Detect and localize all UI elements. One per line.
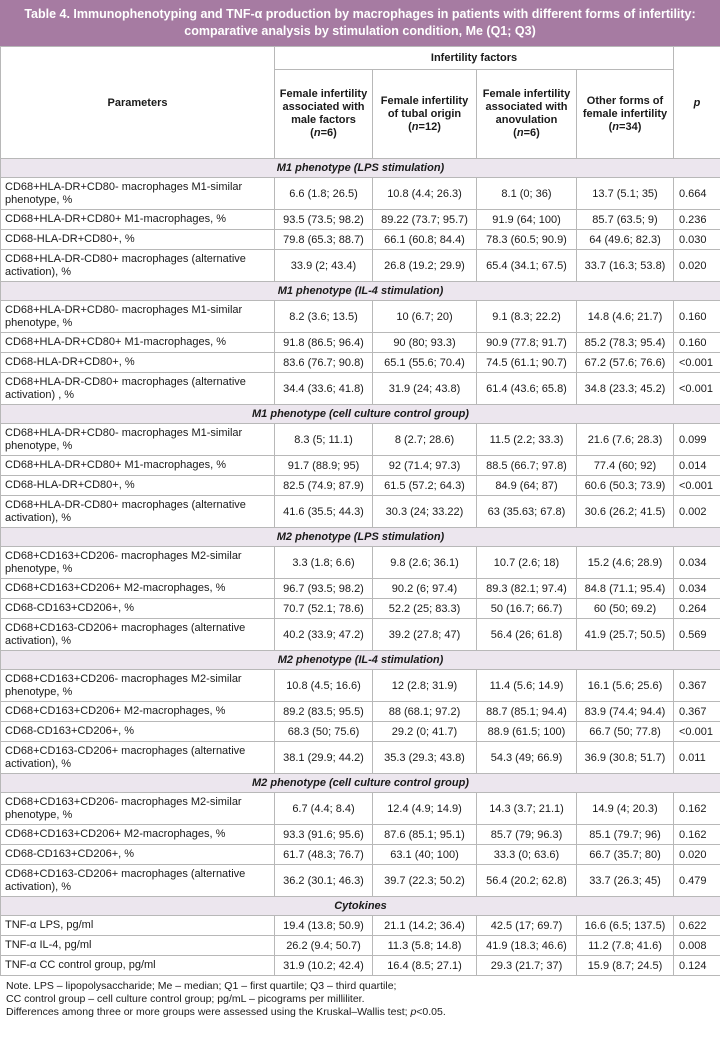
p-value-cell: 0.099	[674, 424, 720, 456]
value-cell: 65.1 (55.6; 70.4)	[373, 353, 477, 373]
p-value-cell: 0.034	[674, 579, 720, 599]
value-cell: 39.7 (22.3; 50.2)	[373, 865, 477, 897]
table-row	[1, 702, 720, 722]
section-header-row	[1, 405, 720, 424]
value-cell: 88.9 (61.5; 100)	[477, 722, 577, 742]
parameter-cell: TNF-α LPS, pg/ml	[1, 916, 275, 936]
value-cell: 54.3 (49; 66.9)	[477, 742, 577, 774]
p-value-cell: <0.001	[674, 353, 720, 373]
value-cell: 16.1 (5.6; 25.6)	[577, 670, 674, 702]
value-cell: 35.3 (29.3; 43.8)	[373, 742, 477, 774]
value-cell: 6.7 (4.4; 8.4)	[275, 793, 373, 825]
value-cell: 29.2 (0; 41.7)	[373, 722, 477, 742]
p-value-cell: 0.020	[674, 845, 720, 865]
parameter-cell: TNF-α IL-4, pg/ml	[1, 936, 275, 956]
value-cell: 40.2 (33.9; 47.2)	[275, 619, 373, 651]
parameter-cell: CD68+HLA-DR+CD80+ M1-macrophages, %	[1, 456, 275, 476]
table-row	[1, 916, 720, 936]
value-cell: 31.9 (10.2; 42.4)	[275, 956, 373, 976]
value-cell: 9.8 (2.6; 36.1)	[373, 547, 477, 579]
value-cell: 84.9 (64; 87)	[477, 476, 577, 496]
value-cell: 10.8 (4.4; 26.3)	[373, 178, 477, 210]
p-value-cell: 0.160	[674, 301, 720, 333]
value-cell: 66.7 (50; 77.8)	[577, 722, 674, 742]
value-cell: 3.3 (1.8; 6.6)	[275, 547, 373, 579]
p-value-cell: <0.001	[674, 373, 720, 405]
p-value-cell: <0.001	[674, 476, 720, 496]
group-header-3: Female infertility associated with anovulation (n=6)	[477, 70, 577, 159]
table-row	[1, 936, 720, 956]
value-cell: 89.22 (73.7; 95.7)	[373, 210, 477, 230]
section-header-row	[1, 159, 720, 178]
value-cell: 41.9 (25.7; 50.5)	[577, 619, 674, 651]
value-cell: 90 (80; 93.3)	[373, 333, 477, 353]
value-cell: 67.2 (57.6; 76.6)	[577, 353, 674, 373]
section-title: M2 phenotype (LPS stimulation)	[1, 528, 720, 547]
table-row	[1, 178, 720, 210]
p-value-cell: 0.236	[674, 210, 720, 230]
p-value-cell: 0.367	[674, 670, 720, 702]
table-row	[1, 250, 720, 282]
value-cell: 15.2 (4.6; 28.9)	[577, 547, 674, 579]
value-cell: 66.7 (35.7; 80)	[577, 845, 674, 865]
parameter-cell: CD68-CD163+CD206+, %	[1, 845, 275, 865]
section-title: M2 phenotype (cell culture control group)	[1, 774, 720, 793]
p-value-cell: 0.014	[674, 456, 720, 476]
value-cell: 15.9 (8.7; 24.5)	[577, 956, 674, 976]
group-header-4: Other forms of female infertility (n=34)	[577, 70, 674, 159]
parameter-cell: CD68+HLA-DR+CD80+ M1-macrophages, %	[1, 210, 275, 230]
p-value-cell: 0.160	[674, 333, 720, 353]
value-cell: 21.6 (7.6; 28.3)	[577, 424, 674, 456]
value-cell: 9.1 (8.3; 22.2)	[477, 301, 577, 333]
note-line-2: CC control group – cell culture control group; pg/mL – picograms per milliliter.	[6, 993, 365, 1005]
value-cell: 93.5 (73.5; 98.2)	[275, 210, 373, 230]
value-cell: 11.5 (2.2; 33.3)	[477, 424, 577, 456]
parameter-cell: CD68+CD163+CD206+ M2-macrophages, %	[1, 579, 275, 599]
value-cell: 89.2 (83.5; 95.5)	[275, 702, 373, 722]
value-cell: 36.2 (30.1; 46.3)	[275, 865, 373, 897]
value-cell: 26.2 (9.4; 50.7)	[275, 936, 373, 956]
parameter-cell: CD68+CD163+CD206- macrophages M2-similar phenotype, %	[1, 793, 275, 825]
p-value-cell: 0.011	[674, 742, 720, 774]
value-cell: 82.5 (74.9; 87.9)	[275, 476, 373, 496]
parameter-cell: CD68+HLA-DR+CD80- macrophages M1-similar phenotype, %	[1, 424, 275, 456]
value-cell: 26.8 (19.2; 29.9)	[373, 250, 477, 282]
results-table	[0, 46, 720, 976]
value-cell: 14.8 (4.6; 21.7)	[577, 301, 674, 333]
parameter-cell: CD68+CD163-CD206+ macrophages (alternative activation), %	[1, 865, 275, 897]
table-row	[1, 599, 720, 619]
p-value-cell: 0.264	[674, 599, 720, 619]
section-header-row	[1, 282, 720, 301]
value-cell: 13.7 (5.1; 35)	[577, 178, 674, 210]
section-title: M1 phenotype (cell culture control group)	[1, 405, 720, 424]
p-value-cell: <0.001	[674, 722, 720, 742]
value-cell: 56.4 (20.2; 62.8)	[477, 865, 577, 897]
p-value-cell: 0.124	[674, 956, 720, 976]
value-cell: 38.1 (29.9; 44.2)	[275, 742, 373, 774]
value-cell: 16.4 (8.5; 27.1)	[373, 956, 477, 976]
value-cell: 21.1 (14.2; 36.4)	[373, 916, 477, 936]
section-header-row	[1, 528, 720, 547]
value-cell: 14.3 (3.7; 21.1)	[477, 793, 577, 825]
section-title: M2 phenotype (IL-4 stimulation)	[1, 651, 720, 670]
table-row	[1, 865, 720, 897]
value-cell: 65.4 (34.1; 67.5)	[477, 250, 577, 282]
value-cell: 61.7 (48.3; 76.7)	[275, 845, 373, 865]
table-row	[1, 373, 720, 405]
value-cell: 85.7 (63.5; 9)	[577, 210, 674, 230]
table-row	[1, 619, 720, 651]
value-cell: 29.3 (21.7; 37)	[477, 956, 577, 976]
table-row	[1, 579, 720, 599]
value-cell: 33.3 (0; 63.6)	[477, 845, 577, 865]
parameter-cell: CD68-HLA-DR+CD80+, %	[1, 476, 275, 496]
note-line-1: Note. LPS – lipopolysaccharide; Me – median; Q1 – first quartile; Q3 – third quartile;	[6, 980, 397, 992]
parameters-header: Parameters	[1, 47, 275, 159]
value-cell: 93.3 (91.6; 95.6)	[275, 825, 373, 845]
parameter-cell: CD68+CD163+CD206- macrophages M2-similar phenotype, %	[1, 547, 275, 579]
value-cell: 42.5 (17; 69.7)	[477, 916, 577, 936]
table-row	[1, 476, 720, 496]
table-row	[1, 210, 720, 230]
value-cell: 36.9 (30.8; 51.7)	[577, 742, 674, 774]
parameter-cell: CD68+HLA-DR+CD80- macrophages M1-similar phenotype, %	[1, 178, 275, 210]
value-cell: 11.3 (5.8; 14.8)	[373, 936, 477, 956]
table-row	[1, 333, 720, 353]
table-row	[1, 742, 720, 774]
value-cell: 88 (68.1; 97.2)	[373, 702, 477, 722]
value-cell: 90.2 (6; 97.4)	[373, 579, 477, 599]
group-header-2: Female infertility of tubal origin (n=12)	[373, 70, 477, 159]
value-cell: 30.6 (26.2; 41.5)	[577, 496, 674, 528]
section-header-row	[1, 774, 720, 793]
value-cell: 12 (2.8; 31.9)	[373, 670, 477, 702]
value-cell: 96.7 (93.5; 98.2)	[275, 579, 373, 599]
value-cell: 84.8 (71.1; 95.4)	[577, 579, 674, 599]
section-header-row	[1, 651, 720, 670]
table-row	[1, 845, 720, 865]
value-cell: 60 (50; 69.2)	[577, 599, 674, 619]
value-cell: 34.4 (33.6; 41.8)	[275, 373, 373, 405]
value-cell: 34.8 (23.3; 45.2)	[577, 373, 674, 405]
p-value-cell: 0.162	[674, 793, 720, 825]
value-cell: 90.9 (77.8; 91.7)	[477, 333, 577, 353]
value-cell: 14.9 (4; 20.3)	[577, 793, 674, 825]
table-row	[1, 353, 720, 373]
value-cell: 39.2 (27.8; 47)	[373, 619, 477, 651]
value-cell: 92 (71.4; 97.3)	[373, 456, 477, 476]
value-cell: 70.7 (52.1; 78.6)	[275, 599, 373, 619]
p-value-cell: 0.664	[674, 178, 720, 210]
value-cell: 87.6 (85.1; 95.1)	[373, 825, 477, 845]
table-row	[1, 456, 720, 476]
table-row	[1, 424, 720, 456]
p-value-cell: 0.162	[674, 825, 720, 845]
value-cell: 8 (2.7; 28.6)	[373, 424, 477, 456]
table-row	[1, 670, 720, 702]
value-cell: 33.9 (2; 43.4)	[275, 250, 373, 282]
value-cell: 78.3 (60.5; 90.9)	[477, 230, 577, 250]
table-note	[0, 976, 720, 1023]
value-cell: 8.3 (5; 11.1)	[275, 424, 373, 456]
value-cell: 11.4 (5.6; 14.9)	[477, 670, 577, 702]
value-cell: 88.5 (66.7; 97.8)	[477, 456, 577, 476]
p-value-cell: 0.030	[674, 230, 720, 250]
table-row	[1, 825, 720, 845]
table-row	[1, 547, 720, 579]
value-cell: 33.7 (26.3; 45)	[577, 865, 674, 897]
value-cell: 83.6 (76.7; 90.8)	[275, 353, 373, 373]
section-header-row	[1, 897, 720, 916]
value-cell: 30.3 (24; 33.22)	[373, 496, 477, 528]
table-row	[1, 301, 720, 333]
value-cell: 16.6 (6.5; 137.5)	[577, 916, 674, 936]
value-cell: 66.1 (60.8; 84.4)	[373, 230, 477, 250]
parameter-cell: CD68+HLA-DR-CD80+ macrophages (alternative activation), %	[1, 496, 275, 528]
value-cell: 85.7 (79; 96.3)	[477, 825, 577, 845]
value-cell: 74.5 (61.1; 90.7)	[477, 353, 577, 373]
value-cell: 89.3 (82.1; 97.4)	[477, 579, 577, 599]
p-value-cell: 0.622	[674, 916, 720, 936]
table-row	[1, 793, 720, 825]
parameter-cell: CD68+HLA-DR-CD80+ macrophages (alternative activation), %	[1, 250, 275, 282]
infertility-factors-header: Infertility factors	[275, 47, 674, 70]
p-value-cell: 0.020	[674, 250, 720, 282]
group-header-1: Female infertility associated with male factors (n=6)	[275, 70, 373, 159]
parameter-cell: CD68+HLA-DR+CD80+ M1-macrophages, %	[1, 333, 275, 353]
table-row	[1, 722, 720, 742]
parameter-cell: CD68-HLA-DR+CD80+, %	[1, 230, 275, 250]
p-value-cell: 0.479	[674, 865, 720, 897]
value-cell: 6.6 (1.8; 26.5)	[275, 178, 373, 210]
value-cell: 60.6 (50.3; 73.9)	[577, 476, 674, 496]
value-cell: 10.8 (4.5; 16.6)	[275, 670, 373, 702]
value-cell: 91.7 (88.9; 95)	[275, 456, 373, 476]
value-cell: 64 (49.6; 82.3)	[577, 230, 674, 250]
value-cell: 91.9 (64; 100)	[477, 210, 577, 230]
p-value-cell: 0.569	[674, 619, 720, 651]
value-cell: 41.9 (18.3; 46.6)	[477, 936, 577, 956]
value-cell: 41.6 (35.5; 44.3)	[275, 496, 373, 528]
value-cell: 77.4 (60; 92)	[577, 456, 674, 476]
value-cell: 33.7 (16.3; 53.8)	[577, 250, 674, 282]
parameter-cell: CD68+CD163+CD206+ M2-macrophages, %	[1, 702, 275, 722]
section-title: Cytokines	[1, 897, 720, 916]
value-cell: 63.1 (40; 100)	[373, 845, 477, 865]
value-cell: 19.4 (13.8; 50.9)	[275, 916, 373, 936]
value-cell: 10 (6.7; 20)	[373, 301, 477, 333]
value-cell: 11.2 (7.8; 41.6)	[577, 936, 674, 956]
parameter-cell: CD68+HLA-DR+CD80- macrophages M1-similar phenotype, %	[1, 301, 275, 333]
value-cell: 68.3 (50; 75.6)	[275, 722, 373, 742]
p-header: p	[674, 47, 720, 159]
p-value-cell: 0.034	[674, 547, 720, 579]
value-cell: 8.2 (3.6; 13.5)	[275, 301, 373, 333]
parameter-cell: CD68+CD163-CD206+ macrophages (alternative activation), %	[1, 742, 275, 774]
p-value-cell: 0.002	[674, 496, 720, 528]
value-cell: 91.8 (86.5; 96.4)	[275, 333, 373, 353]
p-value-cell: 0.008	[674, 936, 720, 956]
value-cell: 56.4 (26; 61.8)	[477, 619, 577, 651]
value-cell: 10.7 (2.6; 18)	[477, 547, 577, 579]
value-cell: 61.4 (43.6; 65.8)	[477, 373, 577, 405]
value-cell: 8.1 (0; 36)	[477, 178, 577, 210]
parameter-cell: CD68+HLA-DR-CD80+ macrophages (alternative activation) , %	[1, 373, 275, 405]
parameter-cell: CD68+CD163-CD206+ macrophages (alternative activation), %	[1, 619, 275, 651]
parameter-cell: TNF-α CC control group, pg/ml	[1, 956, 275, 976]
section-title: M1 phenotype (IL-4 stimulation)	[1, 282, 720, 301]
value-cell: 52.2 (25; 83.3)	[373, 599, 477, 619]
table-row	[1, 496, 720, 528]
value-cell: 61.5 (57.2; 64.3)	[373, 476, 477, 496]
value-cell: 85.2 (78.3; 95.4)	[577, 333, 674, 353]
value-cell: 85.1 (79.7; 96)	[577, 825, 674, 845]
value-cell: 79.8 (65.3; 88.7)	[275, 230, 373, 250]
parameter-cell: CD68+CD163+CD206- macrophages M2-similar phenotype, %	[1, 670, 275, 702]
parameter-cell: CD68-CD163+CD206+, %	[1, 722, 275, 742]
value-cell: 12.4 (4.9; 14.9)	[373, 793, 477, 825]
parameter-cell: CD68-HLA-DR+CD80+, %	[1, 353, 275, 373]
parameter-cell: CD68-CD163+CD206+, %	[1, 599, 275, 619]
table-row	[1, 230, 720, 250]
section-title: M1 phenotype (LPS stimulation)	[1, 159, 720, 178]
value-cell: 83.9 (74.4; 94.4)	[577, 702, 674, 722]
parameter-cell: CD68+CD163+CD206+ M2-macrophages, %	[1, 825, 275, 845]
table-title: Table 4. Immunophenotyping and TNF-α production by macrophages in patients with different forms of infertility: comparative analysis by stimulation condition, Me (Q1; Q3)	[0, 0, 720, 46]
value-cell: 63 (35.63; 67.8)	[477, 496, 577, 528]
value-cell: 31.9 (24; 43.8)	[373, 373, 477, 405]
table-row	[1, 956, 720, 976]
value-cell: 50 (16.7; 66.7)	[477, 599, 577, 619]
note-line-3: Differences among three or more groups were assessed using the Kruskal–Wallis test; p<0.05.	[6, 1006, 446, 1018]
value-cell: 88.7 (85.1; 94.4)	[477, 702, 577, 722]
p-value-cell: 0.367	[674, 702, 720, 722]
